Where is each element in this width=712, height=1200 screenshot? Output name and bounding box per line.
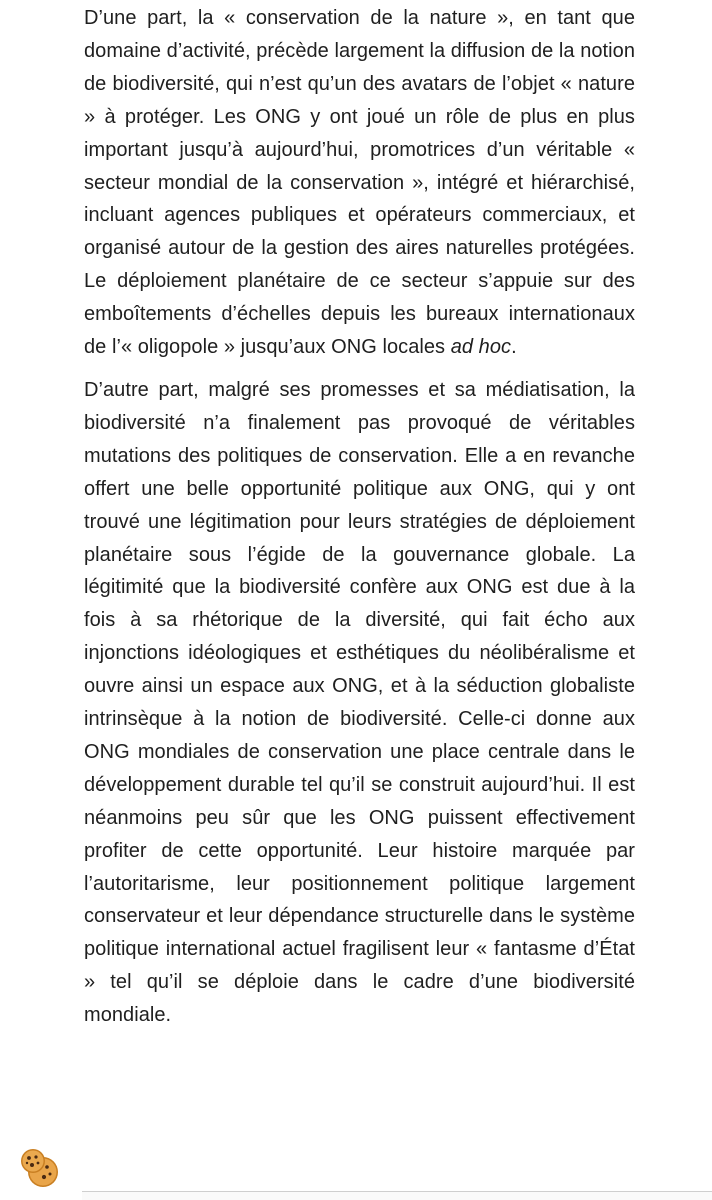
cookie-consent-button[interactable] (16, 1144, 62, 1190)
paragraph-2-text: D’autre part, malgré ses promesses et sa médiatisation, la biodiversité n’a finalement pas provoqué de véritables mutations des politiques de conservation. Elle a en revanche offert une belle opportunité politique aux ONG, qui y ont trouvé une légitimation pour leurs stratégies de déploiement planétaire sous l’égide de la gouvernance globale. La légitimité que la biodiversité confère aux ONG est due à la fois à sa rhétorique de la diversité, qui fait écho aux injonctions idéologiques et esthétiques du néolibéralisme et ouvre ainsi un espace aux ONG, et à la séduction globaliste intrinsèque à la notion de biodiversité. Celle-ci donne aux ONG mondiales de conservation une place centrale dans le développement durable tel qu’il se construit aujourd’hui. Il est néanmoins peu sûr que les ONG puissent effectivement profiter de cette opportunité. Leur histoire marquée par l’autoritarisme, leur positionnement politique largement conservateur et leur dépendance structurelle dans le système politique international actuel fragilisent leur « fantasme d’État » tel qu’il se déploie dans le cadre d’une biodiversité mondiale. (84, 378, 635, 1027)
cookie-icon (16, 1144, 62, 1190)
paragraph-1 (84, 2, 635, 364)
bottom-bar (82, 1191, 712, 1200)
article-body (84, 2, 635, 1032)
paragraph-1-emphasis: ad hoc (450, 336, 512, 359)
paragraph-1-end: . (511, 336, 517, 359)
paragraph-2 (84, 374, 635, 1032)
paragraph-1-text: D’une part, la « conservation de la nature », en tant que domaine d’activité, précède largement la diffusion de la notion de biodiversité, qui n’est qu’un des avatars de l’objet « nature » à protéger. Les ONG y ont joué un rôle de plus en plus important jusqu’à aujourd’hui, promotrices d’un véritable « secteur mondial de la conservation », intégré et hiérarchisé, incluant agences publiques et opérateurs commerciaux, et organisé autour de la gestion des aires naturelles protégées. Le déploiement planétaire de ce secteur s’appuie sur des emboîtements d’échelles depuis les bureaux internationaux de l’« oligopole » jusqu’aux ONG locales (84, 7, 635, 359)
